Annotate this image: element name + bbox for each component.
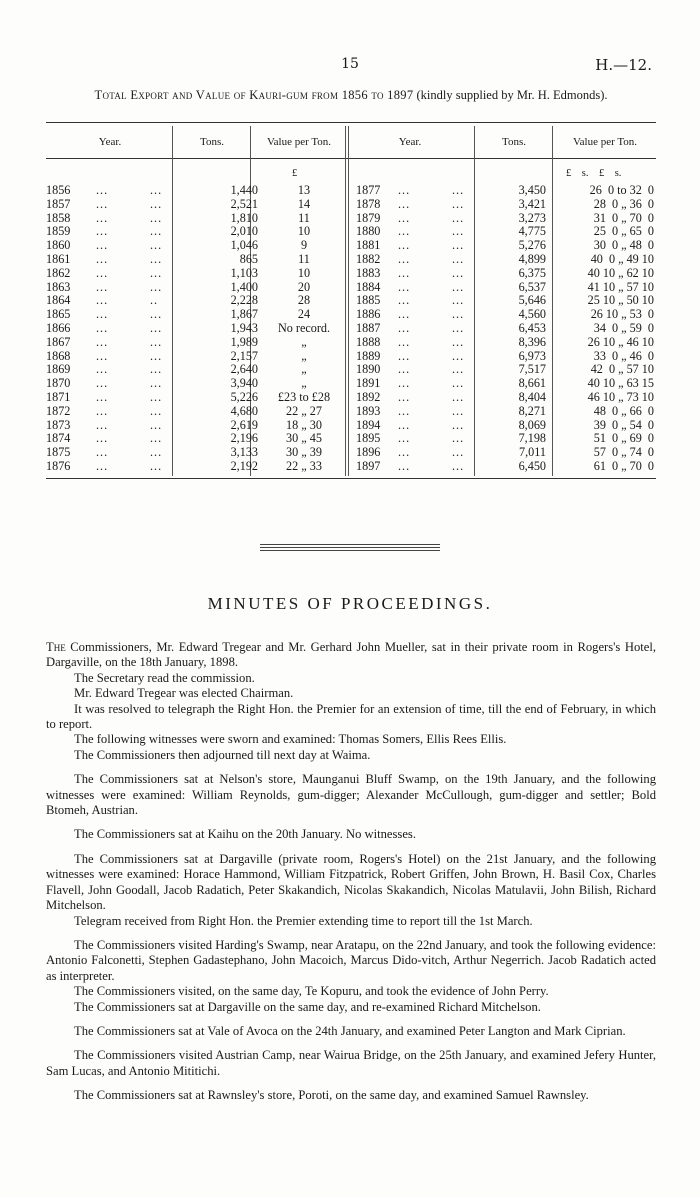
table-body <box>46 184 656 474</box>
tons-cell: 7,517 <box>518 362 546 377</box>
leader-dots: ... <box>452 417 465 432</box>
minutes-paragraph <box>46 1000 656 1015</box>
minutes-paragraph <box>46 1024 656 1039</box>
leader-dots: ... <box>96 279 109 294</box>
year-cell: 1884 <box>356 279 381 294</box>
year-cell: 1881 <box>356 238 381 253</box>
unit-label-pounds-shillings: £ s. £ s. <box>566 168 622 179</box>
tons-cell: 2,640 <box>230 362 258 377</box>
table-row <box>46 239 656 253</box>
year-cell: 1887 <box>356 320 381 335</box>
tons-cell: 2,010 <box>230 224 258 239</box>
tons-cell: 6,453 <box>518 320 546 335</box>
leader-dots: ... <box>96 307 109 322</box>
table-header-rule <box>46 158 656 159</box>
tons-cell: 2,157 <box>230 348 258 363</box>
leader-dots: ... <box>398 348 411 363</box>
tons-cell: 7,011 <box>519 445 546 460</box>
leader-dots: ... <box>96 348 109 363</box>
value-cell: „ <box>301 376 307 391</box>
value-cell: 33 0 „ 46 0 <box>593 348 654 363</box>
leader-dots: ... <box>452 183 465 197</box>
tons-cell: 1,440 <box>230 183 258 197</box>
page-header <box>0 56 700 76</box>
paragraph-gap <box>46 929 656 938</box>
leader-dots: ... <box>398 251 411 266</box>
leader-dots: ... <box>96 334 109 349</box>
year-cell: 1891 <box>356 376 381 391</box>
year-cell: 1868 <box>46 348 71 363</box>
leader-dots: ... <box>96 293 109 308</box>
tons-cell: 1,046 <box>230 238 258 253</box>
leader-dots: ... <box>398 320 411 335</box>
tons-cell: 1,989 <box>230 334 258 349</box>
table-row <box>46 432 656 446</box>
leader-dots: ... <box>452 307 465 322</box>
paragraph-text: The Commissioners visited Harding's Swamp, near Aratapu, on the 22nd January, and took the following evidence: Antonio Falconetti, Stephen Gadastephano, John Macoich, Marcus Dido-vitch, Arthur Negerrich. Jacob Radatich acted as interpreter. <box>46 937 656 983</box>
paragraph-lead-word: The <box>46 640 66 654</box>
leader-dots: ... <box>96 196 109 211</box>
minutes-paragraph <box>46 914 656 929</box>
year-cell: 1866 <box>46 320 71 335</box>
paragraph-text: Telegram received from Right Hon. the Premier extending time to report till the 1st March. <box>74 913 533 928</box>
minutes-paragraph <box>46 640 656 671</box>
value-cell: 57 0 „ 74 0 <box>593 445 654 460</box>
leader-dots: ... <box>398 458 411 473</box>
leader-dots: ... <box>452 238 465 253</box>
paragraph-text: The Commissioners sat at Nelson's store, Maunganui Bluff Swamp, on the 19th January, and the following witnesses were examined: William Reynolds, gum-digger; Alexander McCullough, gum-digger and settler; Bold Btomeh, Austrian. <box>46 772 656 818</box>
tons-cell: 2,192 <box>230 458 258 473</box>
year-cell: 1867 <box>46 334 71 349</box>
paragraph-text: The Secretary read the commission. <box>74 670 255 685</box>
year-cell: 1858 <box>46 210 71 225</box>
leader-dots: ... <box>398 403 411 418</box>
table-row <box>46 281 656 295</box>
value-cell: 20 <box>297 279 311 294</box>
year-cell: 1870 <box>46 376 71 391</box>
year-cell: 1886 <box>356 307 381 322</box>
year-cell: 1857 <box>46 196 71 211</box>
tons-cell: 865 <box>239 251 258 266</box>
unit-label-pounds: £ <box>292 168 298 179</box>
value-cell: 22 „ 27 <box>286 403 322 418</box>
year-cell: 1893 <box>356 403 381 418</box>
tons-cell: 3,133 <box>230 445 258 460</box>
column-header-tons: Tons. <box>502 136 526 148</box>
leader-dots: ... <box>96 431 109 446</box>
tons-cell: 8,396 <box>518 334 546 349</box>
minutes-paragraph <box>46 686 656 701</box>
tons-cell: 1,103 <box>230 265 258 280</box>
year-cell: 1876 <box>46 458 71 473</box>
leader-dots: ... <box>452 458 465 473</box>
leader-dots: ... <box>96 362 109 377</box>
page-number: 15 <box>341 56 359 72</box>
tons-cell: 6,375 <box>518 265 546 280</box>
year-cell: 1856 <box>46 183 71 197</box>
document-reference: H.—12. <box>595 56 652 74</box>
tons-cell: 8,069 <box>518 417 546 432</box>
value-cell: „ <box>301 334 307 349</box>
column-header-year: Year. <box>98 136 122 148</box>
value-cell: 40 10 „ 63 15 <box>587 376 654 391</box>
value-cell: 24 <box>297 307 311 322</box>
table-row <box>46 308 656 322</box>
table-row <box>46 391 656 405</box>
column-header-year: Year. <box>398 136 422 148</box>
tons-cell: 2,228 <box>230 293 258 308</box>
leader-dots: ... <box>150 403 163 418</box>
year-cell: 1860 <box>46 238 71 253</box>
paragraph-text: The Commissioners visited, on the same day, Te Kopuru, and took the evidence of John Perry. <box>74 984 549 999</box>
minutes-paragraph <box>46 1048 656 1079</box>
leader-dots: ... <box>150 307 163 322</box>
leader-dots: ... <box>398 238 411 253</box>
leader-dots: ... <box>452 224 465 239</box>
minutes-paragraph <box>46 671 656 686</box>
paragraph-text: The Commissioners visited Austrian Camp, near Wairua Bridge, on the 25th January, and examined Jefery Hunter, Sam Lucas, and Antonio Mititichi. <box>46 1048 656 1078</box>
leader-dots: ... <box>150 334 163 349</box>
leader-dots: ... <box>96 210 109 225</box>
value-cell: 13 <box>297 183 311 197</box>
year-cell: 1878 <box>356 196 381 211</box>
leader-dots: ... <box>150 362 163 377</box>
leader-dots: ... <box>398 376 411 391</box>
leader-dots: ... <box>452 265 465 280</box>
leader-dots: ... <box>452 431 465 446</box>
leader-dots: ... <box>398 389 411 404</box>
year-cell: 1865 <box>46 307 71 322</box>
minutes-paragraph <box>46 748 656 763</box>
leader-dots: ... <box>150 251 163 266</box>
value-cell: 9 <box>300 238 308 253</box>
leader-dots: ... <box>150 238 163 253</box>
year-cell: 1895 <box>356 431 381 446</box>
year-cell: 1885 <box>356 293 381 308</box>
table-row <box>46 405 656 419</box>
value-cell: 30 „ 39 <box>286 445 322 460</box>
leader-dots: ... <box>96 417 109 432</box>
leader-dots: ... <box>452 293 465 308</box>
table-row <box>46 419 656 433</box>
leader-dots: ... <box>398 362 411 377</box>
value-cell: 46 10 „ 73 10 <box>587 389 654 404</box>
year-cell: 1877 <box>356 183 381 197</box>
leader-dots: ... <box>96 458 109 473</box>
tons-cell: 2,619 <box>230 417 258 432</box>
value-cell: 40 0 „ 49 10 <box>590 251 654 266</box>
leader-dots: ... <box>452 251 465 266</box>
year-cell: 1874 <box>46 431 71 446</box>
tons-cell: 4,775 <box>518 224 546 239</box>
tons-cell: 4,560 <box>518 307 546 322</box>
year-cell: 1872 <box>46 403 71 418</box>
tons-cell: 1,867 <box>230 307 258 322</box>
minutes-paragraph <box>46 938 656 984</box>
year-cell: 1861 <box>46 251 71 266</box>
table-row <box>46 336 656 350</box>
leader-dots: ... <box>398 334 411 349</box>
value-cell: 48 0 „ 66 0 <box>593 403 654 418</box>
table-row <box>46 198 656 212</box>
table-row <box>46 446 656 460</box>
leader-dots: ... <box>150 279 163 294</box>
value-cell: 30 0 „ 48 0 <box>593 238 654 253</box>
year-cell: 1869 <box>46 362 71 377</box>
value-cell: 25 0 „ 65 0 <box>593 224 654 239</box>
leader-dots: ... <box>96 265 109 280</box>
paragraph-text: The Commissioners sat at Kaihu on the 20th January. No witnesses. <box>74 827 416 842</box>
leader-dots: .. <box>150 293 159 308</box>
year-cell: 1863 <box>46 279 71 294</box>
tons-cell: 1,400 <box>230 279 258 294</box>
value-cell: 11 <box>298 251 310 266</box>
leader-dots: ... <box>96 224 109 239</box>
table-row <box>46 363 656 377</box>
tons-cell: 4,680 <box>230 403 258 418</box>
table-row <box>46 267 656 281</box>
leader-dots: ... <box>96 403 109 418</box>
tons-cell: 3,273 <box>518 210 546 225</box>
minutes-paragraph <box>46 984 656 999</box>
leader-dots: ... <box>452 362 465 377</box>
leader-dots: ... <box>96 238 109 253</box>
tons-cell: 7,198 <box>518 431 546 446</box>
year-cell: 1864 <box>46 293 71 308</box>
tons-cell: 8,404 <box>518 389 546 404</box>
leader-dots: ... <box>398 183 411 197</box>
value-cell: 28 0 „ 36 0 <box>593 196 654 211</box>
leader-dots: ... <box>96 389 109 404</box>
minutes-paragraph <box>46 772 656 818</box>
year-cell: 1897 <box>356 458 381 473</box>
table-top-rule <box>46 122 656 123</box>
value-cell: 14 <box>297 196 311 211</box>
tons-cell: 6,450 <box>518 458 546 473</box>
paragraph-gap <box>46 1039 656 1048</box>
table-title <box>46 88 656 103</box>
leader-dots: ... <box>150 445 163 460</box>
leader-dots: ... <box>398 279 411 294</box>
table-title-source: (kindly supplied by Mr. H. Edmonds). <box>416 88 608 102</box>
leader-dots: ... <box>452 334 465 349</box>
value-cell: 34 0 „ 59 0 <box>593 320 654 335</box>
leader-dots: ... <box>96 376 109 391</box>
leader-dots: ... <box>398 224 411 239</box>
leader-dots: ... <box>150 183 163 197</box>
minutes-paragraph <box>46 732 656 747</box>
leader-dots: ... <box>452 196 465 211</box>
tons-cell: 1,943 <box>230 320 258 335</box>
tons-cell: 1,810 <box>230 210 258 225</box>
minutes-body <box>46 640 656 1104</box>
leader-dots: ... <box>452 348 465 363</box>
tons-cell: 6,973 <box>518 348 546 363</box>
tons-cell: 5,226 <box>230 389 258 404</box>
year-cell: 1883 <box>356 265 381 280</box>
paragraph-gap <box>46 1079 656 1088</box>
value-cell: 25 10 „ 50 10 <box>587 293 654 308</box>
paragraph-text: It was resolved to telegraph the Right Hon. the Premier for an extension of time, till the end of February, in which to report. <box>46 701 656 732</box>
year-cell: 1875 <box>46 445 71 460</box>
value-cell: 26 10 „ 46 10 <box>587 334 654 349</box>
table-row <box>46 212 656 226</box>
year-cell: 1892 <box>356 389 381 404</box>
leader-dots: ... <box>150 376 163 391</box>
leader-dots: ... <box>398 417 411 432</box>
value-cell: 40 10 „ 62 10 <box>587 265 654 280</box>
table-bottom-rule <box>46 478 656 479</box>
minutes-paragraph <box>46 702 656 733</box>
value-cell: „ <box>301 348 307 363</box>
table-row <box>46 225 656 239</box>
paragraph-text: Commissioners, Mr. Edward Tregear and Mr. Gerhard John Mueller, sat in their private room in Rogers's Hotel, Dargaville, on the 18th January, 1898. <box>46 640 656 670</box>
table-row <box>46 350 656 364</box>
year-cell: 1890 <box>356 362 381 377</box>
paragraph-text: Mr. Edward Tregear was elected Chairman. <box>74 686 294 701</box>
tons-cell: 2,521 <box>230 196 258 211</box>
minutes-paragraph <box>46 852 656 914</box>
value-cell: 61 0 „ 70 0 <box>593 458 654 473</box>
leader-dots: ... <box>150 210 163 225</box>
leader-dots: ... <box>398 445 411 460</box>
leader-dots: ... <box>150 389 163 404</box>
table-title-main: Total Export and Value of Kauri-gum from 1856 to 1897 <box>94 88 414 102</box>
value-cell: 51 0 „ 69 0 <box>593 431 654 446</box>
value-cell: 10 <box>297 265 311 280</box>
tons-cell: 2,196 <box>230 431 258 446</box>
value-cell: 39 0 „ 54 0 <box>593 417 654 432</box>
paragraph-text: The Commissioners sat at Dargaville on the same day, and re-examined Richard Mitchelson. <box>74 999 541 1014</box>
paragraph-gap <box>46 1015 656 1024</box>
minutes-paragraph <box>46 1088 656 1103</box>
value-cell: 22 „ 33 <box>286 458 322 473</box>
leader-dots: ... <box>452 389 465 404</box>
leader-dots: ... <box>150 348 163 363</box>
leader-dots: ... <box>96 320 109 335</box>
paragraph-gap <box>46 843 656 852</box>
leader-dots: ... <box>452 210 465 225</box>
column-header-value: Value per Ton. <box>572 136 638 148</box>
paragraph-gap <box>46 818 656 827</box>
leader-dots: ... <box>398 307 411 322</box>
value-cell: 26 0 to 32 0 <box>589 183 654 197</box>
column-header-value: Value per Ton. <box>266 136 332 148</box>
table-row <box>46 460 656 474</box>
value-cell: No record. <box>277 320 331 335</box>
leader-dots: ... <box>150 224 163 239</box>
leader-dots: ... <box>398 265 411 280</box>
tons-cell: 5,276 <box>518 238 546 253</box>
minutes-heading: MINUTES OF PROCEEDINGS. <box>207 594 493 613</box>
year-cell: 1862 <box>46 265 71 280</box>
year-cell: 1889 <box>356 348 381 363</box>
tons-cell: 5,646 <box>518 293 546 308</box>
value-cell: 31 0 „ 70 0 <box>593 210 654 225</box>
table-row <box>46 294 656 308</box>
value-cell: 10 <box>297 224 311 239</box>
leader-dots: ... <box>150 320 163 335</box>
year-cell: 1888 <box>356 334 381 349</box>
table-row <box>46 253 656 267</box>
paragraph-text: The following witnesses were sworn and examined: Thomas Somers, Ellis Rees Ellis. <box>74 732 507 747</box>
tons-cell: 8,271 <box>518 403 546 418</box>
value-cell: 28 <box>297 293 311 308</box>
tons-cell: 6,537 <box>518 279 546 294</box>
paragraph-text: The Commissioners sat at Rawnsley's store, Poroti, on the same day, and examined Samuel Rawnsley. <box>74 1088 589 1103</box>
leader-dots: ... <box>96 183 109 197</box>
section-divider <box>260 544 440 553</box>
year-cell: 1879 <box>356 210 381 225</box>
leader-dots: ... <box>150 417 163 432</box>
leader-dots: ... <box>150 431 163 446</box>
leader-dots: ... <box>452 403 465 418</box>
value-cell: 18 „ 30 <box>286 417 322 432</box>
leader-dots: ... <box>398 293 411 308</box>
value-cell: 11 <box>298 210 310 225</box>
tons-cell: 8,661 <box>518 376 546 391</box>
tons-cell: 3,940 <box>230 376 258 391</box>
value-cell: 41 10 „ 57 10 <box>587 279 654 294</box>
year-cell: 1880 <box>356 224 381 239</box>
year-cell: 1859 <box>46 224 71 239</box>
value-cell: 30 „ 45 <box>286 431 322 446</box>
minutes-paragraph <box>46 827 656 842</box>
paragraph-gap <box>46 763 656 772</box>
year-cell: 1873 <box>46 417 71 432</box>
value-cell: £23 to £28 <box>277 389 331 404</box>
table-row <box>46 184 656 198</box>
leader-dots: ... <box>398 196 411 211</box>
leader-dots: ... <box>150 265 163 280</box>
tons-cell: 3,421 <box>518 196 546 211</box>
leader-dots: ... <box>150 458 163 473</box>
year-cell: 1896 <box>356 445 381 460</box>
paragraph-text: The Commissioners sat at Vale of Avoca on the 24th January, and examined Peter Langton and Mark Ciprian. <box>74 1023 626 1038</box>
paragraph-text: The Commissioners sat at Dargaville (private room, Rogers's Hotel) on the 21st January, and the following witnesses were examined: Horace Hammond, William Fitzpatrick, Robert Griffen, John Brown, H. Basil Cox, Charles Flavell, John Goodall, Jacob Radatich, Peter Skakandich, Nicolas Skakandich, Nicolas Matulavii, John Bilish, Richard Mitchelson. <box>46 851 656 913</box>
leader-dots: ... <box>452 320 465 335</box>
table-row <box>46 322 656 336</box>
leader-dots: ... <box>452 445 465 460</box>
table-row <box>46 377 656 391</box>
paragraph-text: The Commissioners then adjourned till next day at Waima. <box>74 747 371 762</box>
leader-dots: ... <box>96 251 109 266</box>
tons-cell: 3,450 <box>518 183 546 197</box>
year-cell: 1882 <box>356 251 381 266</box>
column-header-tons: Tons. <box>200 136 224 148</box>
year-cell: 1894 <box>356 417 381 432</box>
leader-dots: ... <box>150 196 163 211</box>
leader-dots: ... <box>96 445 109 460</box>
leader-dots: ... <box>452 279 465 294</box>
value-cell: 26 10 „ 53 0 <box>590 307 654 322</box>
leader-dots: ... <box>398 210 411 225</box>
leader-dots: ... <box>452 376 465 391</box>
year-cell: 1871 <box>46 389 71 404</box>
leader-dots: ... <box>398 431 411 446</box>
value-cell: 42 0 „ 57 10 <box>590 362 654 377</box>
value-cell: „ <box>301 362 307 377</box>
tons-cell: 4,899 <box>518 251 546 266</box>
